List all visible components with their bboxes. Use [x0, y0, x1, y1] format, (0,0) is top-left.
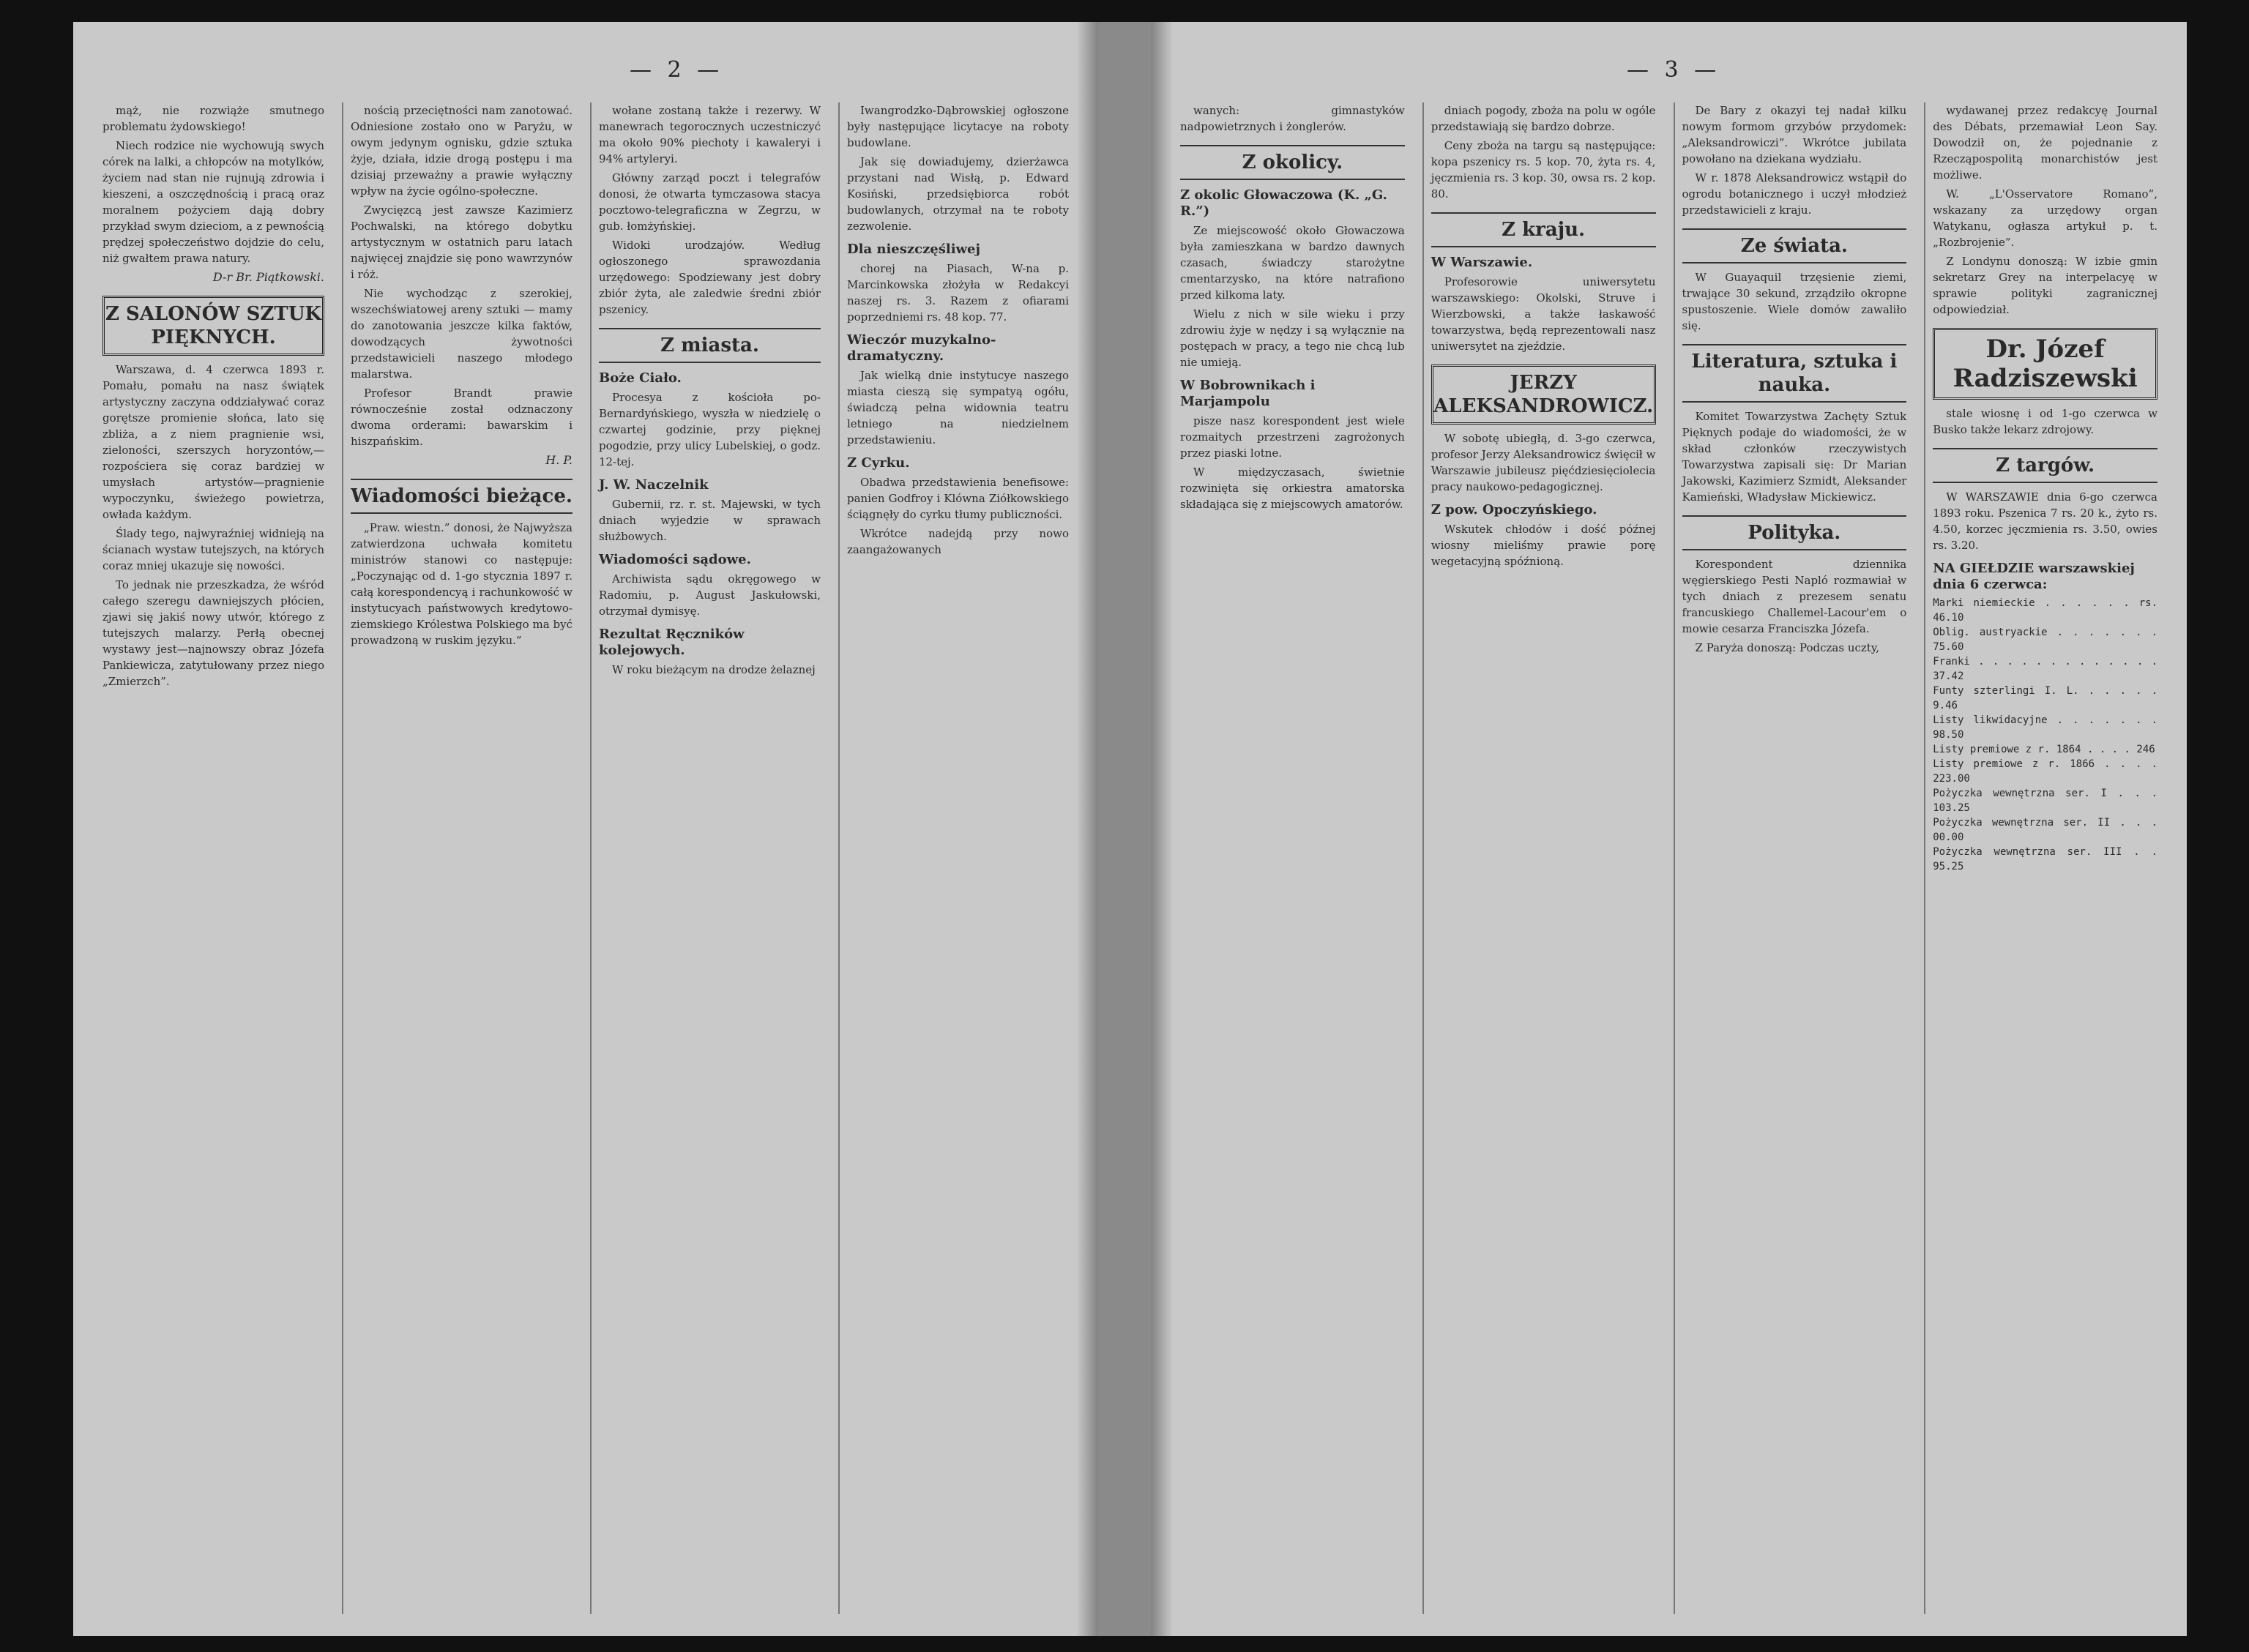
- newspaper-page-right: [1151, 22, 2187, 1636]
- paragraph: W r. 1878 Aleksandrowicz wstąpił do ogrodu botanicznego i uczył młodzież przedstawicieli z kraju.: [1682, 171, 1907, 217]
- paragraph: „Praw. wiestn.” donosi, że Najwyższa zatwierdzona uchwała komitetu ministrów stanowi co następuje: „Poczynając od d. 1-go stycznia 1897 r. całą korespondencyą i rachunkowość w instytucyach państwowych kredytowo-ziemskiego Królestwa Polskiego ma być prowadzoną w ruskim języku.”: [351, 521, 572, 647]
- paragraph: Jak się dowiadujemy, dzierżawca przystani nad Wisłą, p. Edward Kosiński, przedsiębiorca robót budowlanych, otrzymał na te roboty zezwolenie.: [847, 155, 1069, 233]
- article-subhead: NA GIEŁDZIE warszawskiej dnia 6 czerwca:: [1933, 561, 2135, 592]
- paragraph: W. „L'Osservatore Romano”, wskazany za urzędowy organ Watykanu, ogłasza artykuł p. t. „Rozbrojenie”.: [1933, 187, 2157, 249]
- author-byline: H. P.: [545, 453, 572, 467]
- section-heading: Z SALONÓW SZTUK PIĘKNYCH.: [102, 296, 324, 356]
- paragraph: Profesor Brandt prawie równocześnie został odznaczony dwoma orderami: bawarskim i hiszpańskim.: [351, 386, 572, 448]
- paragraph: Archiwista sądu okręgowego w Radomiu, p. August Jaskułowski, otrzymał dymisyę.: [599, 572, 821, 618]
- paragraph: Główny zarząd poczt i telegrafów donosi, że otwarta tymczasowa stacya pocztowo-telegraficzna w Zegrzu, w gub. łomżyńskiej.: [599, 171, 821, 233]
- advertisement-heading: Dr. Józef Radziszewski: [1933, 328, 2157, 400]
- column-1: [1173, 102, 1412, 1614]
- paragraph: Warszawa, d. 4 czerwca 1893 r. Pomału, pomału na nasz świątek artystyczny zaczyna oddziaływać coraz gorętsze promienie słońca, lato się zbliża, a z niem pragnienie wsi, zieloności, szerszych horyzontów,—rozpościera się coraz bardziej w umysłach artystów—pragnienie wypoczynku, świeżego powietrza, owłada każdym.: [102, 363, 324, 521]
- exchange-quotes: [1933, 596, 2157, 874]
- article-subhead: J. W. Naczelnik: [599, 477, 709, 493]
- paragraph: Korespondent dziennika węgierskiego Pesti Napló rozmawiał w tych dniach z prezesem senatu francuskiego Challemel-Lacour'em o mowie cesarza Franciszka Józefa.: [1682, 558, 1907, 635]
- paragraph: Wskutek chłodów i dość późnej wiosny mieliśmy prawie porę wegetacyjną spóźnioną.: [1431, 523, 1656, 568]
- paragraph: Nie wychodząc z szerokiej, wszechświatowej areny sztuki — mamy do zanotowania jeszcze kilka faktów, dowodzących żywotności przedstawicieli naszego młodego malarstwa.: [351, 287, 572, 381]
- author-byline: D-r Br. Piątkowski.: [212, 270, 324, 284]
- paragraph: Ślady tego, najwyraźniej widnieją na ścianach wystaw tutejszych, na których coraz mniej ukazuje się nowości.: [102, 527, 324, 572]
- paragraph: To jednak nie przeszkadza, że wśród całego szeregu dawniejszych płócien, zjawi się jakiś nowy utwór, którego z tutejszych malarzy. Perłą obecnej wystawy jest—najnowszy obraz Józefa Pankiewicza, zatytułowany przez niego „Zmierzch”.: [102, 578, 324, 688]
- page-columns: [1173, 102, 2165, 1614]
- article-subhead: Dla nieszczęśliwej: [847, 242, 981, 257]
- page-columns: [95, 102, 1076, 1614]
- article-subhead: Wieczór muzykalno-dramatyczny.: [847, 332, 996, 364]
- column-2: [1422, 102, 1663, 1614]
- quote-row: Pożyczka wewnętrzna ser. III . . 95.25: [1933, 846, 2157, 872]
- paragraph: Zwycięzcą jest zawsze Kazimierz Pochwalski, na którego dobytku artystycznym w ostatnich paru latach najwięcej znajdzie się pono wawrzynów i róż.: [351, 203, 572, 281]
- paragraph: pisze nasz korespondent jest wiele rozmaitych przestrzeni zagrożonych przez piaski lotne.: [1180, 414, 1405, 460]
- paragraph: De Bary z okazyi tej nadał kilku nowym formom grzybów przydomek: „Aleksandrowiczi”. Wkrótce jubilata powołano na dziekana wydziału.: [1682, 104, 1907, 165]
- article-subhead: W Bobrownikach i Marjampolu: [1180, 378, 1316, 409]
- column-3: [590, 102, 828, 1614]
- column-2: [342, 102, 580, 1614]
- article-subhead: W Warszawie.: [1431, 255, 1533, 270]
- article-subhead: Z pow. Opoczyńskiego.: [1431, 502, 1597, 517]
- paragraph: wanych: gimnastyków nadpowietrznych i żonglerów.: [1180, 104, 1405, 133]
- paragraph: Z Londynu donoszą: W izbie gmin sekretarz Grey na interpelacyę w sprawie polityki zagranicznej odpowiedział.: [1933, 255, 2157, 316]
- quote-row: Pożyczka wewnętrzna ser. II . . . 00.00: [1933, 817, 2157, 843]
- paragraph: Komitet Towarzystwa Zachęty Sztuk Pięknych podaje do wiadomości, że w skład członków rzeczywistych Towarzystwa zapisali się: Dr Marian Jakowski, Kazimierz Szmidt, Aleksander Kamieński, Władysław Mickiewicz.: [1682, 410, 1907, 504]
- paragraph: W roku bieżącym na drodze żelaznej: [612, 663, 816, 676]
- section-heading: Wiadomości bieżące.: [351, 479, 572, 514]
- paragraph: wołane zostaną także i rezerwy. W manewrach tegorocznych uczestniczyć ma około 90% piechoty i kawaleryi i 94% artyleryi.: [599, 104, 821, 165]
- paragraph: Niech rodzice nie wychowują swych córek na lalki, a chłopców na motylków, życiem nad stan nie rujnują zdrowia i kieszeni, a oszczędnością i pracą oraz moralnem pożyciem dają dobry przykład swym dzieciom, a z pewnością prędzej społeczeństwo dojdzie do celu, niż gwałtem prawa natury.: [102, 139, 324, 265]
- newspaper-page-left: [73, 22, 1098, 1636]
- paragraph: Ceny zboża na targu są następujące: kopa pszenicy rs. 5 kop. 70, żyta rs. 4, jęczmienia rs. 3 kop. 30, owsa rs. 2 kop. 80.: [1431, 139, 1656, 201]
- paragraph: Gubernii, rz. r. st. Majewski, w tych dniach wyjedzie w sprawach służbowych.: [599, 498, 821, 543]
- paragraph: nością przeciętności nam zanotować. Odniesione zostało ono w Paryżu, w owym jedynym ognisku, gdzie sztuka żyje, działa, idzie drogą postępu i ma dzisiaj przeważny a prawie wyłączny wpływ na życie ogólno-społeczne.: [351, 104, 572, 198]
- paragraph: mąż, nie rozwiąże smutnego problematu żydowskiego!: [102, 104, 324, 133]
- paragraph: W sobotę ubiegłą, d. 3-go czerwca, profesor Jerzy Aleksandrowicz święcił w Warszawie jubileusz pięćdziesięciolecia pracy naukowo-pedagogicznej.: [1431, 432, 1656, 493]
- article-subhead: Z Cyrku.: [847, 455, 910, 471]
- page-edge-shadow: [1151, 22, 1173, 1636]
- section-heading: Z kraju.: [1431, 212, 1656, 247]
- quote-row: Franki . . . . . . . . . . . . . 37.42: [1933, 656, 2157, 682]
- page-edge-shadow: [1076, 22, 1098, 1636]
- paragraph: Iwangrodzko-Dąbrowskiej ogłoszone były następujące licytacye na roboty budowlane.: [847, 104, 1069, 149]
- quote-row: Oblig. austryackie . . . . . . . 75.60: [1933, 627, 2157, 653]
- article-subhead: Z okolic Głowaczowa (K. „G. R.”): [1180, 187, 1387, 219]
- page-number: — 2 —: [630, 57, 724, 83]
- section-heading: JERZY ALEKSANDROWICZ.: [1431, 365, 1656, 425]
- section-heading: Literatura, sztuka i nauka.: [1682, 344, 1907, 403]
- quote-row: Listy premiowe z r. 1864 . . . . 246: [1933, 744, 2155, 755]
- section-heading: Z targów.: [1933, 448, 2157, 483]
- article-subhead: Wiadomości sądowe.: [599, 552, 751, 567]
- section-heading: Ze świata.: [1682, 228, 1907, 264]
- quote-row: Marki niemieckie . . . . . . rs. 46.10: [1933, 597, 2157, 624]
- page-number: — 3 —: [1627, 57, 1721, 83]
- paragraph: Z Paryża donoszą: Podczas uczty,: [1695, 641, 1880, 654]
- article-subhead: Rezultat Ręczników kolejowych.: [599, 627, 745, 658]
- column-4: [838, 102, 1076, 1614]
- paragraph: dniach pogody, zboża na polu w ogóle przedstawiają się bardzo dobrze.: [1431, 104, 1656, 133]
- section-heading: Z okolicy.: [1180, 145, 1405, 180]
- quote-row: Listy premiowe z r. 1866 . . . . 223.00: [1933, 758, 2157, 785]
- paragraph: W międzyczasach, świetnie rozwinięta się orkiestra amatorska składająca się z miejscowych amatorów.: [1180, 466, 1405, 511]
- column-1: [95, 102, 332, 1614]
- paragraph: chorej na Piasach, W-na p. Marcinkowska złożyła w Redakcyi naszej rs. 3. Razem z ofiarami poprzedniemi rs. 48 kop. 77.: [847, 262, 1069, 324]
- paragraph: Profesorowie uniwersytetu warszawskiego: Okolski, Struve i Wierzbowski, a także łaskawość towarzystwa, będą reprezentowali nasz uniwersytet na zjeździe.: [1431, 275, 1656, 353]
- paragraph: W Guayaquil trzęsienie ziemi, trwające 30 sekund, zrządziło okropne spustoszenie. Wiele domów zawaliło się.: [1682, 271, 1907, 332]
- paragraph: Wielu z nich w sile wieku i przy zdrowiu żyje w nędzy i są wyłącznie na postępach w pracy, a tego nie chcą lub nie umieją.: [1180, 307, 1405, 369]
- advertisement-text: stale wiosnę i od 1-go czerwca w Busko także lekarz zdrojowy.: [1933, 407, 2157, 436]
- quote-row: Listy likwidacyjne . . . . . . . 98.50: [1933, 714, 2157, 741]
- paragraph: Jak wielką dnie instytucye naszego miasta cieszą się sympatyą ogółu, świadczą pełna widownia teatru letniego na niedzielnem przedstawieniu.: [847, 369, 1069, 446]
- paragraph: Widoki urodzajów. Według ogłoszonego sprawozdania urzędowego: Spodziewany jest dobry zbiór żyta, ale zaledwie średni zbiór pszenicy.: [599, 239, 821, 316]
- column-3: [1674, 102, 1914, 1614]
- paragraph: Ze miejscowość około Głowaczowa była zamieszkana w bardzo dawnych czasach, świadczy starożytne cmentarzysko, na które natrafiono przed kilkoma laty.: [1180, 224, 1405, 302]
- quote-row: Pożyczka wewnętrzna ser. I . . . 103.25: [1933, 788, 2157, 814]
- paragraph: W WARSZAWIE dnia 6-go czerwca 1893 roku. Pszenica 7 rs. 20 k., żyto rs. 4.50, korzec jęczmienia rs. 3.50, owies rs. 3.20.: [1933, 490, 2157, 552]
- section-heading: Z miasta.: [599, 328, 821, 363]
- article-subhead: Boże Ciało.: [599, 370, 682, 386]
- binding-gutter: [1098, 22, 1151, 1636]
- paragraph: wydawanej przez redakcyę Journal des Débats, przemawiał Leon Say. Dowodził on, że pojednanie z Rzecząpospolitą monarchistów jest możliwe.: [1933, 104, 2157, 182]
- section-heading: Polityka.: [1682, 515, 1907, 550]
- quote-row: Funty szterlingi I. L. . . . . . 9.46: [1933, 685, 2157, 711]
- paragraph: Wkrótce nadejdą przy nowo zaangażowanych: [847, 527, 1069, 556]
- paragraph: Procesya z kościoła po-Bernardyńskiego, wyszła w niedzielę o czwartej godzinie, przy pięknej pogodzie, przy ulicy Lubelskiej, o godz. 12-tej.: [599, 391, 821, 468]
- paragraph: Obadwa przedstawienia benefisowe: panien Godfroy i Klówna Ziółkowskiego ściągnęły do cyrku tłumy publiczności.: [847, 476, 1069, 521]
- column-4: [1924, 102, 2165, 1614]
